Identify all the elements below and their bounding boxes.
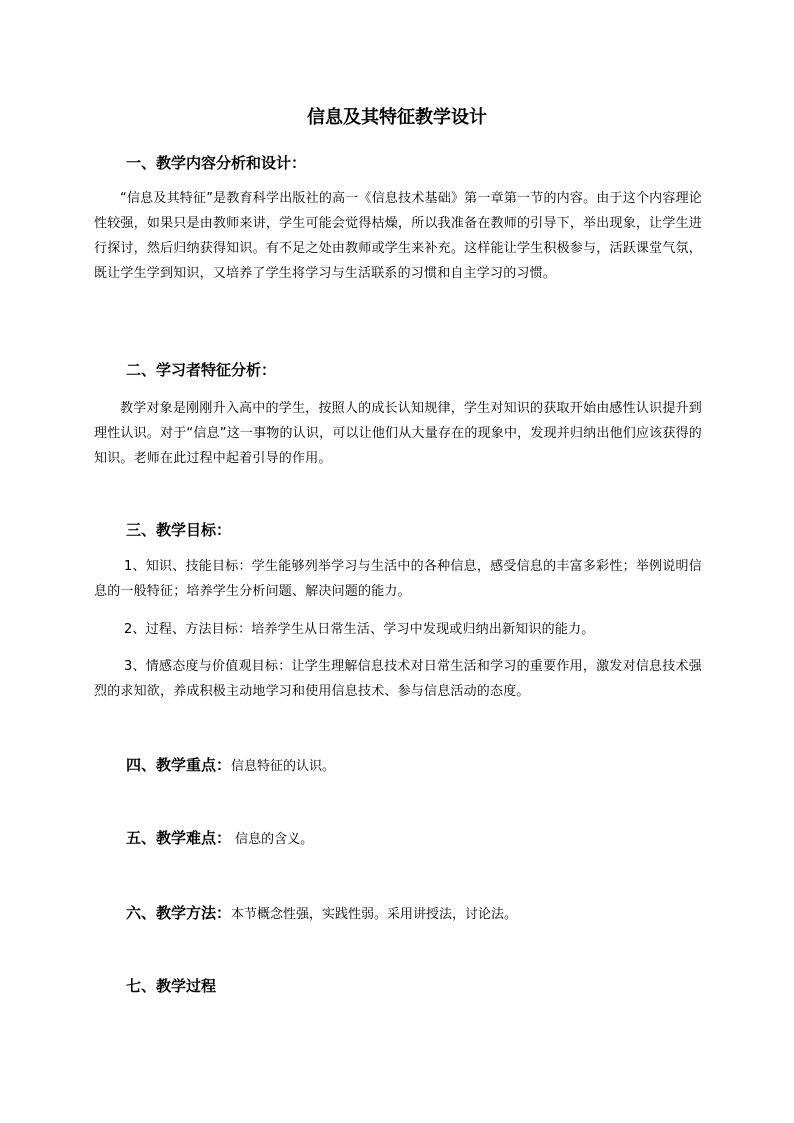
section-heading-content-analysis: 一、教学内容分析和设计： [126, 154, 307, 172]
section-heading-teaching-goals: 三、教学目标： [126, 521, 232, 539]
section-heading-difficulties [126, 827, 313, 851]
goal-item-process: 2、过程、方法目标：培养学生从日常生活、学习中发现或归纳出新知识的能力。 [124, 622, 595, 637]
goal-item-knowledge: 1、知识、技能目标：学生能够列举学习与生活中的各种信息，感受信息的丰富多彩性；举例说明信息的一般特征；培养学生分析问题、解决问题的能力。 [94, 559, 702, 599]
heading-label: 六、教学方法： [126, 904, 232, 922]
section-heading-methods [126, 902, 517, 926]
heading-inline-text: 信息特征的认识。 [231, 759, 336, 774]
section-heading-key-points [126, 754, 335, 778]
heading-label: 五、教学难点： [126, 829, 232, 847]
goal-item-emotion: 3、情感态度与价值观目标：让学生理解信息技术对日常生活和学习的重要作用，激发对信息技术强烈的求知欲，养成积极主动地学习和使用信息技术、参与信息活动的态度。 [94, 659, 702, 699]
heading-inline-text: 本节概念性强，实践性弱。采用讲授法，讨论法。 [231, 907, 518, 922]
section-heading-learner-analysis: 二、学习者特征分析： [126, 361, 277, 379]
section-heading-process: 七、教学过程 [126, 977, 217, 995]
section-paragraph: 教学对象是刚刚升入高中的学生，按照人的成长认知规律，学生对知识的获取开始由感性认识提升到理性认识。对于“信息”这一事物的认识，可以让他们从大量存在的现象中，发现并归纳出他们应该获得的知识。老师在此过程中起着引导的作用。 [94, 401, 702, 466]
heading-inline-text: 信息的含义。 [231, 832, 314, 847]
section-paragraph: “信息及其特征”是教育科学出版社的高一《信息技术基础》第一章第一节的内容。由于这个内容理论性较强，如果只是由教师来讲，学生可能会觉得枯燥，所以我准备在教师的引导下，举出现象，让学生进行探讨，然后归纳获得知识。有不足之处由教师或学生来补充。这样能让学生积极参与，活跃课堂气氛，既让学生学到知识，又培养了学生将学习与生活联系的习惯和自主学习的习惯。 [94, 191, 702, 281]
document-title: 信息及其特征教学设计 [307, 107, 487, 128]
heading-label: 四、教学重点： [126, 756, 232, 774]
